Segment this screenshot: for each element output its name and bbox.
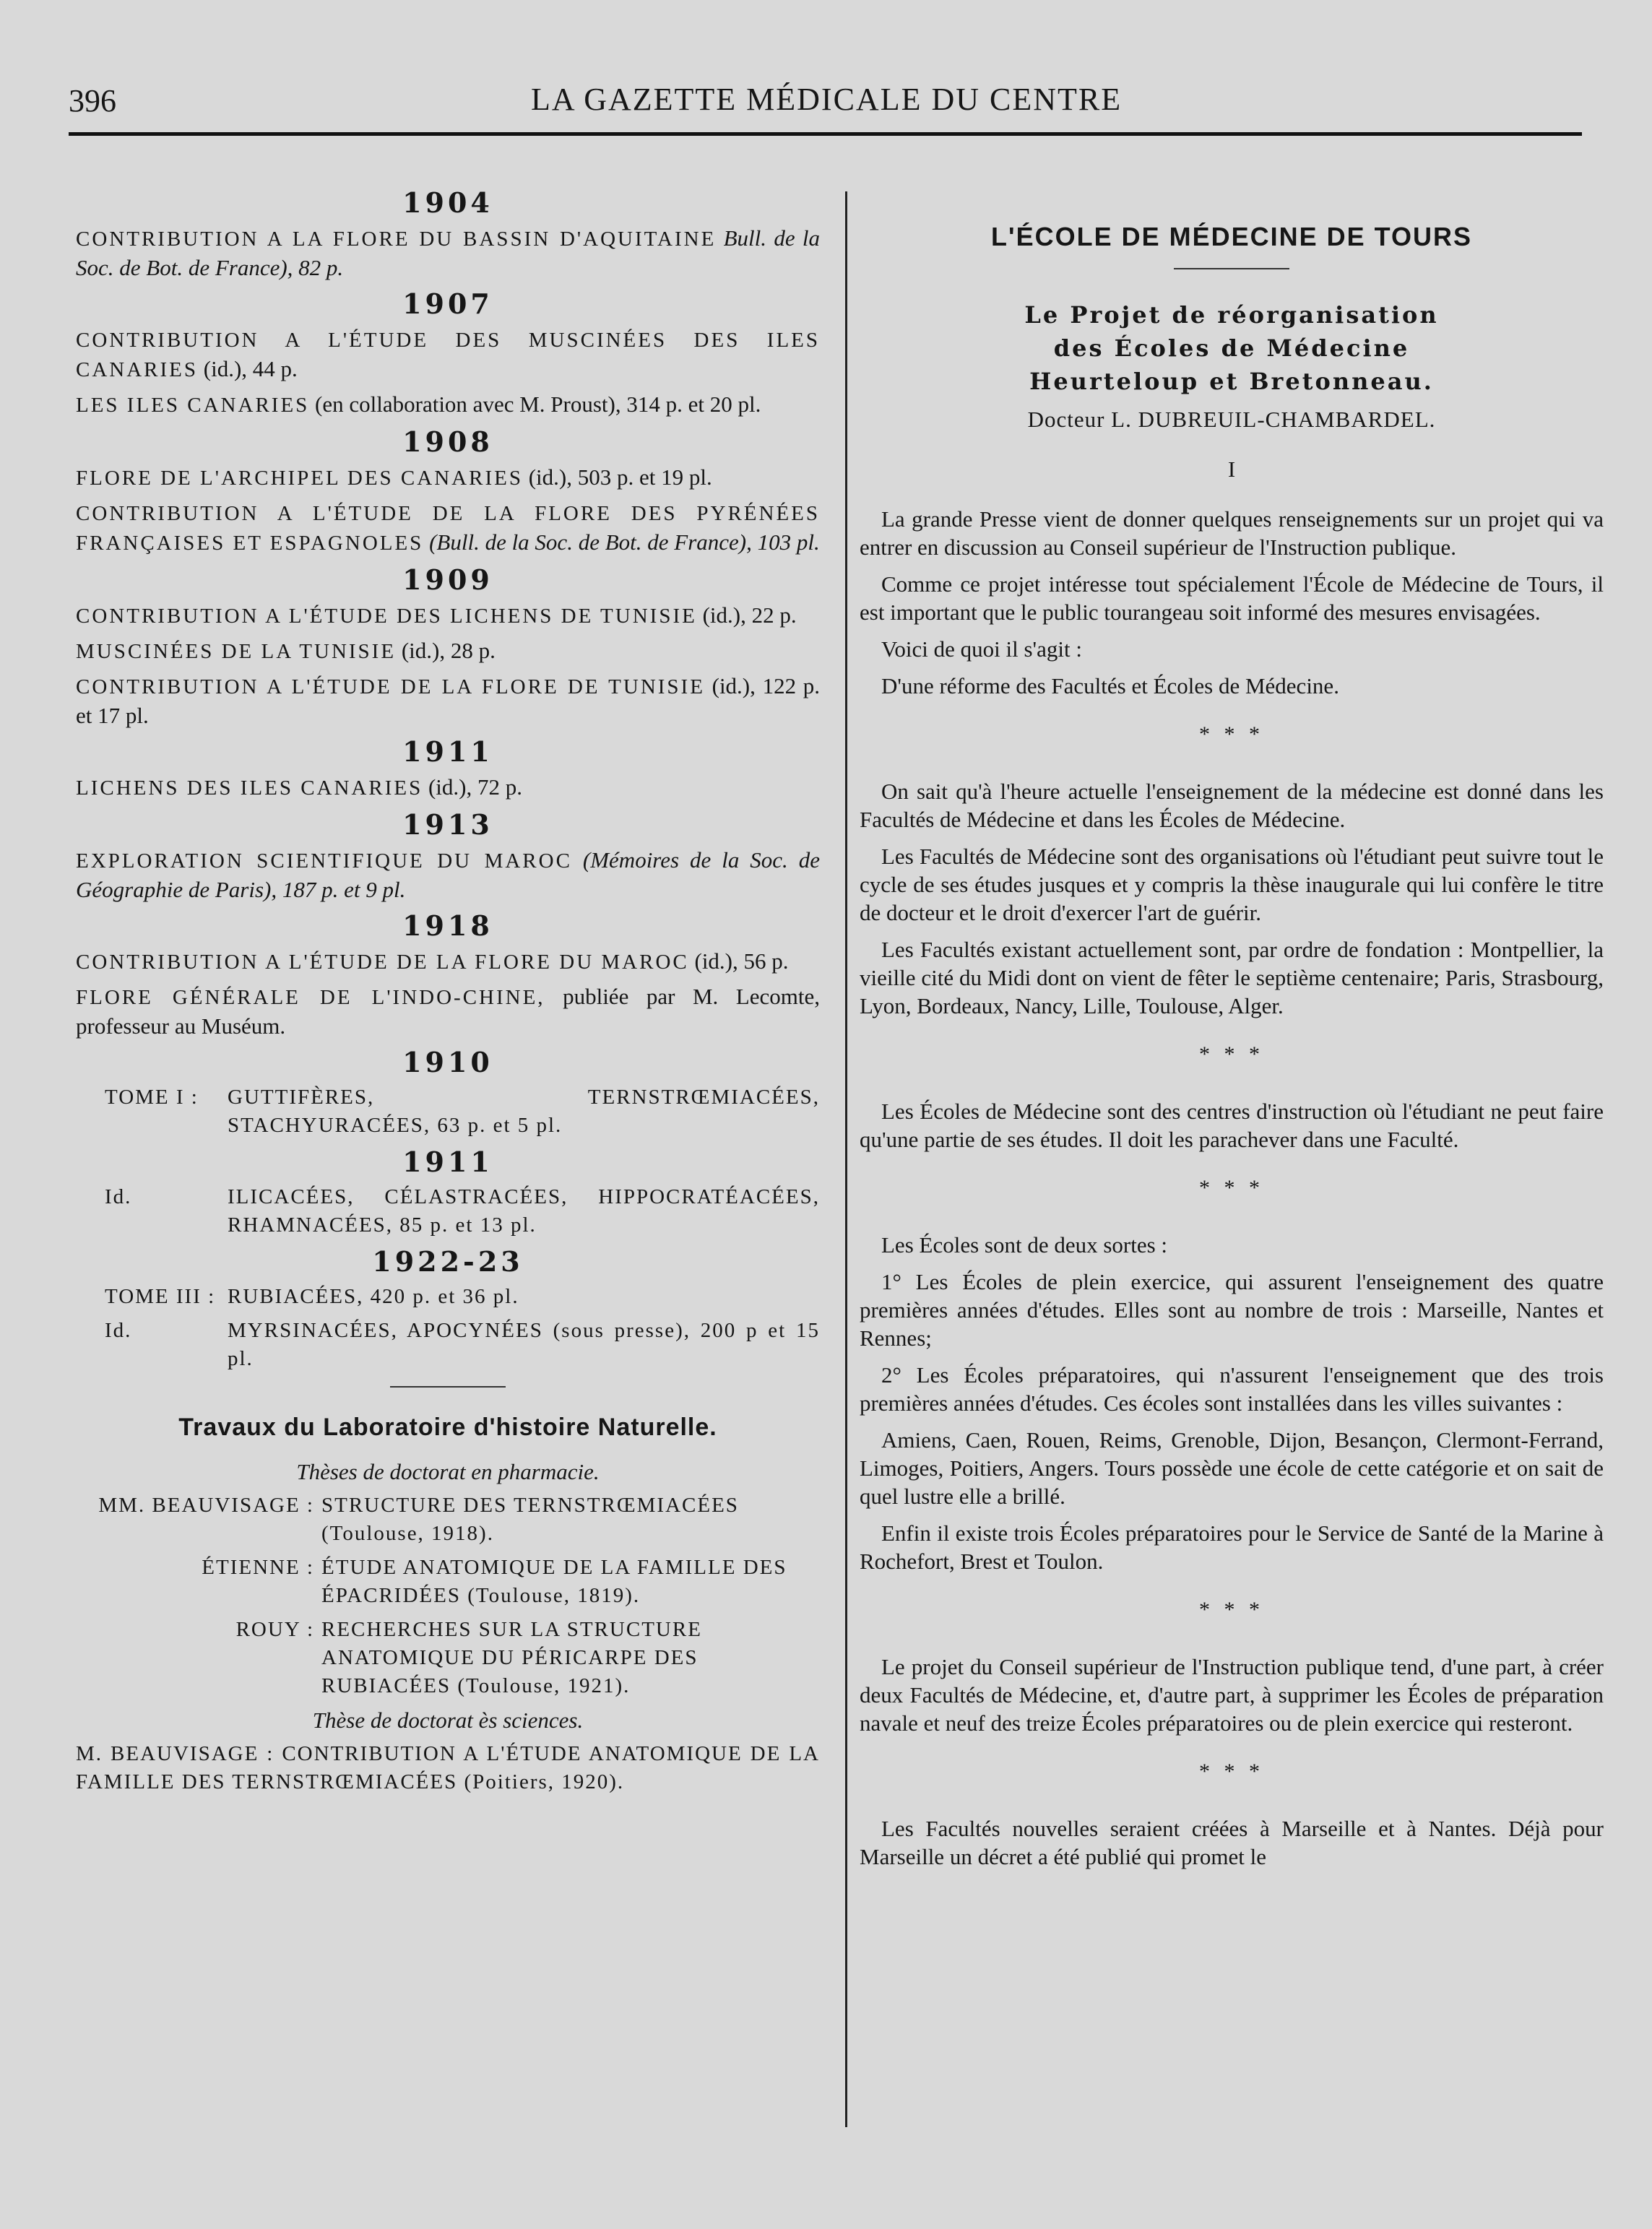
asterism: * * * bbox=[1199, 1176, 1264, 1200]
volume-entry bbox=[76, 1083, 820, 1140]
year-heading: 1911 bbox=[402, 735, 493, 768]
left-column bbox=[76, 181, 820, 1802]
thesis-entry bbox=[76, 1616, 820, 1700]
thesis-author: MM. BEAUVISAGE : bbox=[98, 1494, 314, 1517]
paragraph: Amiens, Caen, Rouen, Reims, Grenoble, Dijon, Besançon, Clermont-Ferrand, Limoges, Poitiers, Angers. Tours possède une école de cette catégorie et on sait de quel lustre elle a brillé. bbox=[860, 1427, 1604, 1509]
pharmacy-theses-subheading: Thèses de doctorat en pharmacie. bbox=[296, 1459, 600, 1484]
title-rule bbox=[1174, 268, 1289, 269]
volume-label: Id. bbox=[105, 1185, 132, 1208]
column-divider bbox=[845, 191, 847, 2127]
thesis-author: ÉTIENNE : bbox=[202, 1556, 314, 1579]
header-rule bbox=[69, 132, 1582, 136]
bibliography-entry bbox=[76, 636, 820, 666]
paragraph: Les Écoles sont de deux sortes : bbox=[881, 1232, 1168, 1258]
year-heading: 1907 bbox=[402, 287, 493, 320]
entry-title: LES ILES CANARIES bbox=[76, 394, 310, 417]
volume-label: Id. bbox=[105, 1319, 132, 1342]
entry-details: Bull. de la Soc. de Bot. de France), 82 p. bbox=[76, 225, 821, 280]
bibliography-entry bbox=[76, 672, 820, 730]
bibliography-entry bbox=[76, 498, 820, 558]
entry-title: FLORE GÉNÉRALE DE L'INDO-CHINE, bbox=[76, 986, 545, 1009]
entry-title: FLORE DE L'ARCHIPEL DES CANARIES bbox=[76, 467, 523, 490]
entry-details: (Bull. de la Soc. de Bot. de France), 103 pl. bbox=[429, 529, 820, 555]
entry-details: (id.), 28 p. bbox=[401, 638, 496, 663]
bibliography-entry bbox=[76, 773, 820, 802]
paragraph: Les Facultés de Médecine sont des organisations où l'étudiant peut suivre tout le cycle de ses études jusques et y compris la thèse inaugurale qui lui confère le titre de docteur et le droit d'exercer l'art de guérir. bbox=[860, 844, 1604, 925]
entry-details: (Mémoires de la Soc. de Géographie de Paris), 187 p. et 9 pl. bbox=[76, 847, 821, 902]
article-subtitle-line: Le Projet de réorganisation bbox=[1024, 301, 1439, 329]
science-thesis-subheading: Thèse de doctorat ès sciences. bbox=[312, 1708, 584, 1733]
bibliography-entry bbox=[76, 325, 820, 384]
thesis-author: ROUY : bbox=[235, 1618, 314, 1641]
year-heading: 1918 bbox=[402, 909, 493, 942]
year-heading: 1909 bbox=[402, 563, 493, 596]
paragraph: Comme ce projet intéresse tout spécialement l'École de Médecine de Tours, il est important que le public tourangeau soit informé des mesures envisagées. bbox=[860, 571, 1604, 625]
volume-label: TOME I : bbox=[105, 1086, 199, 1109]
bibliography-entry bbox=[76, 224, 820, 282]
volume-entry bbox=[76, 1283, 820, 1311]
asterism: * * * bbox=[1199, 1042, 1264, 1066]
entry-details: (id.), 22 p. bbox=[702, 602, 797, 628]
entry-title: CONTRIBUTION A L'ÉTUDE DES LICHENS DE TUNISIE bbox=[76, 605, 697, 628]
article-title: L'ÉCOLE DE MÉDECINE DE TOURS bbox=[991, 222, 1472, 251]
entry-title: CONTRIBUTION A L'ÉTUDE DE LA FLORE DE TUNISIE bbox=[76, 675, 705, 698]
thesis-entry bbox=[76, 1492, 820, 1548]
paragraph: 1° Les Écoles de plein exercice, qui assurent l'enseignement des quatre premières années d'études. Elles sont au nombre de trois : Marseille, Nantes et Rennes; bbox=[860, 1269, 1604, 1351]
asterism: * * * bbox=[1199, 1760, 1264, 1783]
year-heading: 1904 bbox=[402, 186, 493, 219]
year-heading: 1922-23 bbox=[372, 1245, 524, 1278]
entry-details: publiée par M. Lecomte, professeur au Muséum. bbox=[76, 984, 820, 1039]
volume-entry bbox=[76, 1317, 820, 1373]
bibliography-entry bbox=[76, 982, 820, 1040]
thesis-title: STRUCTURE DES TERNSTRŒMIACÉES (Toulouse, 1918). bbox=[321, 1494, 739, 1545]
right-column bbox=[860, 217, 1604, 1879]
bibliography-entry bbox=[76, 601, 820, 631]
volume-entry bbox=[76, 1183, 820, 1239]
paragraph: Les Écoles de Médecine sont des centres d'instruction où l'étudiant ne peut faire qu'une partie de ses études. Il doit les parachever dans une Faculté. bbox=[860, 1099, 1604, 1152]
entry-details: (id.), 44 p. bbox=[203, 356, 298, 381]
bibliography-entry bbox=[76, 947, 820, 977]
paragraph: Enfin il existe trois Écoles préparatoires pour le Service de Santé de la Marine à Rochefort, Brest et Toulon. bbox=[860, 1520, 1604, 1574]
science-thesis-entry: M. BEAUVISAGE : CONTRIBUTION A L'ÉTUDE ANATOMIQUE DE LA FAMILLE DES TERNSTRŒMIACÉES (Poitiers, 1920). bbox=[76, 1742, 820, 1793]
lab-works-heading: Travaux du Laboratoire d'histoire Naturelle. bbox=[178, 1414, 717, 1441]
page-header bbox=[69, 78, 1549, 136]
volume-text: ILICACÉES, CÉLASTRACÉES, HIPPOCRATÉACÉES, RHAMNACÉES, 85 p. et 13 pl. bbox=[228, 1185, 820, 1237]
entry-title: MUSCINÉES DE LA TUNISIE bbox=[76, 640, 397, 663]
year-heading: 1913 bbox=[402, 808, 493, 841]
bibliography-entry bbox=[76, 846, 820, 904]
volume-text: RUBIACÉES, 420 p. et 36 pl. bbox=[228, 1285, 519, 1308]
paragraph: Les Facultés nouvelles seraient créées à Marseille et à Nantes. Déjà pour Marseille un décret a été publié qui promet le bbox=[860, 1816, 1604, 1869]
volume-label: TOME III : bbox=[105, 1285, 216, 1308]
volume-text: GUTTIFÈRES, TERNSTRŒMIACÉES, STACHYURACÉES, 63 p. et 5 pl. bbox=[228, 1086, 820, 1137]
bibliography-entry bbox=[76, 390, 820, 420]
thesis-title: ÉTUDE ANATOMIQUE DE LA FAMILLE DES ÉPACRIDÉES (Toulouse, 1819). bbox=[321, 1556, 787, 1607]
paragraph: Voici de quoi il s'agit : bbox=[881, 636, 1082, 662]
asterism: * * * bbox=[1199, 1598, 1264, 1622]
asterism: * * * bbox=[1199, 722, 1264, 746]
page-number: 396 bbox=[69, 83, 116, 118]
entry-details: (id.), 503 p. et 19 pl. bbox=[528, 464, 712, 490]
entry-details: (id.), 56 p. bbox=[694, 948, 789, 974]
entry-details: (en collaboration avec M. Proust), 314 p. et 20 pl. bbox=[315, 391, 761, 417]
paragraph: La grande Presse vient de donner quelques renseignements sur un projet qui va entrer en discussion au Conseil supérieur de l'Instruction publique. bbox=[860, 506, 1604, 560]
year-heading: 1911 bbox=[402, 1146, 493, 1178]
paragraph: 2° Les Écoles préparatoires, qui n'assurent l'enseignement que des trois premières années d'études. Ces écoles sont installées dans les villes suivantes : bbox=[860, 1362, 1604, 1416]
thesis-title: RECHERCHES SUR LA STRUCTURE ANATOMIQUE DU PÉRICARPE DES RUBIACÉES (Toulouse, 1921). bbox=[321, 1618, 702, 1697]
paragraph: Les Facultés existant actuellement sont, par ordre de fondation : Montpellier, la vieille cité du Midi dont on vient de fêter le septième centenaire; Paris, Strasbourg, Lyon, Bordeaux, Nancy, Lille, Toulouse, Alger. bbox=[860, 937, 1604, 1018]
bibliography-entry bbox=[76, 463, 820, 493]
entry-title: CONTRIBUTION A L'ÉTUDE DES MUSCINÉES DES ILES CANARIES bbox=[76, 329, 820, 381]
author-byline: Docteur L. DUBREUIL-CHAMBARDEL. bbox=[1027, 407, 1436, 432]
thesis-entry bbox=[76, 1554, 820, 1610]
entry-title: LICHENS DES ILES CANARIES bbox=[76, 776, 423, 800]
article-subtitle-line: Heurteloup et Bretonneau. bbox=[1029, 368, 1434, 395]
entry-title: CONTRIBUTION A L'ÉTUDE DE LA FLORE DU MAROC bbox=[76, 951, 689, 974]
paragraph: D'une réforme des Facultés et Écoles de Médecine. bbox=[881, 673, 1339, 698]
entry-details: (id.), 122 p. et 17 pl. bbox=[76, 673, 820, 728]
paragraph: On sait qu'à l'heure actuelle l'enseignement de la médecine est donné dans les Facultés de Médecine et dans les Écoles de Médecine. bbox=[860, 779, 1604, 832]
entry-title: CONTRIBUTION A L'ÉTUDE DE LA FLORE DES PYRÉNÉES FRANÇAISES ET ESPAGNOLES bbox=[76, 502, 820, 555]
year-heading: 1908 bbox=[402, 425, 493, 458]
section-rule bbox=[390, 1386, 506, 1388]
entry-title: EXPLORATION SCIENTIFIQUE DU MAROC bbox=[76, 849, 572, 873]
paragraph: Le projet du Conseil supérieur de l'Instruction publique tend, d'une part, à créer deux Facultés de Médecine, et, d'autre part, à supprimer les Écoles de préparation navale et neuf des treize Écoles préparatoires ou de plein exercice qui resteront. bbox=[860, 1654, 1604, 1736]
entry-details: (id.), 72 p. bbox=[428, 774, 522, 800]
section-number: I bbox=[1227, 456, 1236, 482]
volume-text: MYRSINACÉES, APOCYNÉES (sous presse), 200 p et 15 pl. bbox=[228, 1319, 820, 1370]
running-title: LA GAZETTE MÉDICALE DU CENTRE bbox=[531, 82, 1123, 117]
article-subtitle-line: des Écoles de Médecine bbox=[1053, 334, 1410, 362]
year-heading: 1910 bbox=[402, 1046, 493, 1078]
entry-title: CONTRIBUTION A LA FLORE DU BASSIN D'AQUITAINE bbox=[76, 228, 717, 251]
